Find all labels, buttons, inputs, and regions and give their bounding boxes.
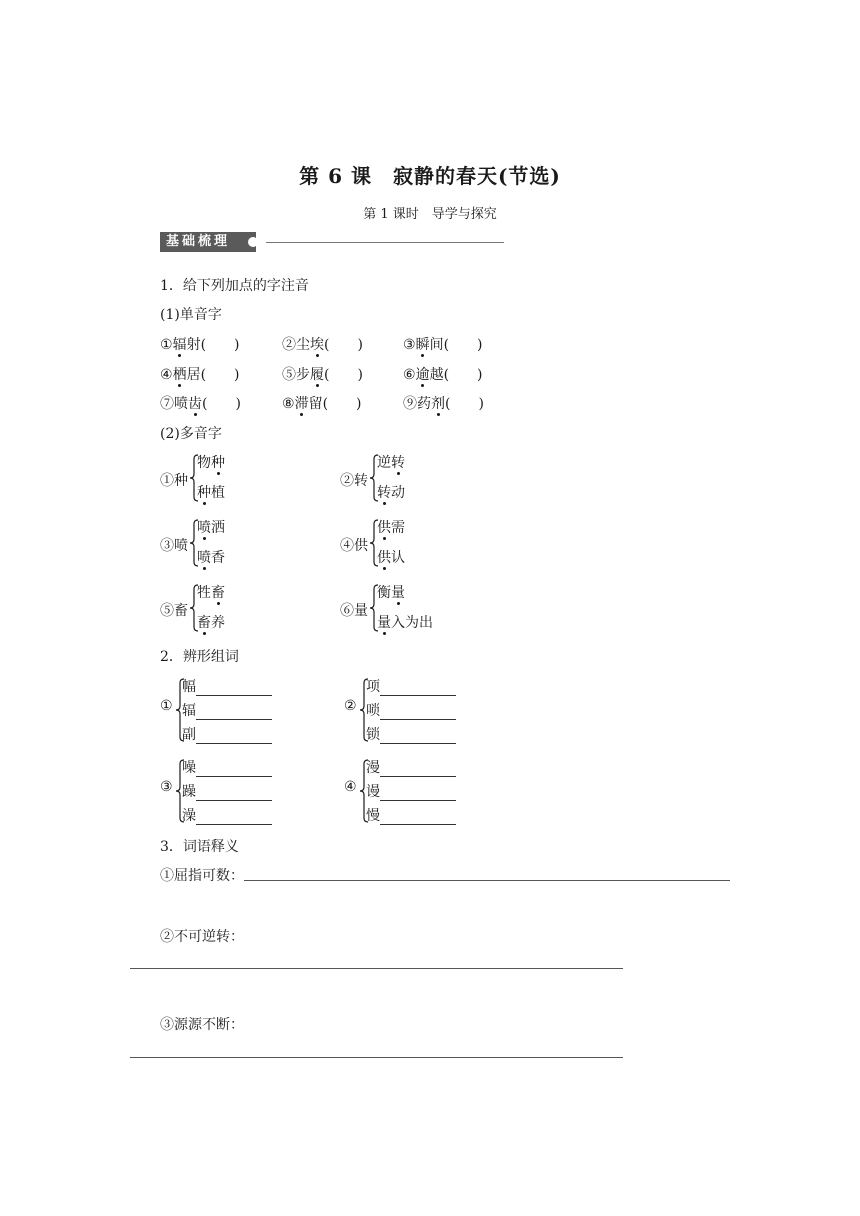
shape-char: 副 <box>182 727 196 743</box>
polyphone-word <box>377 482 405 502</box>
pinyin-item <box>160 393 241 413</box>
q3-item-3: ③源源不断： <box>160 1017 244 1033</box>
polyphone-word-dotted-char: 转 <box>391 452 405 472</box>
pinyin-item <box>282 393 362 413</box>
polyphone-word-dotted-char: 转 <box>377 482 391 502</box>
pinyin-item-pre: ⑥ <box>403 367 416 383</box>
pinyin-item-pre: ⑧ <box>282 396 295 412</box>
polyphone-word-pre: 逆 <box>377 455 391 471</box>
answer-paren[interactable]: ( ) <box>200 337 240 353</box>
answer-paren[interactable]: ( ) <box>443 367 483 383</box>
answer-paren[interactable]: ( ) <box>445 396 484 412</box>
pinyin-item-pre: ⑤步 <box>282 367 310 383</box>
shape-item <box>366 700 456 720</box>
polyphone-word-post: 养 <box>211 615 225 631</box>
pinyin-item-dotted-char: 埃 <box>310 334 324 354</box>
pinyin-item-dotted-char: 齿 <box>188 393 202 413</box>
shape-group-label: ④ <box>344 779 357 795</box>
polyphone-word <box>197 582 225 602</box>
q1-heading: 1．给下列加点的字注音 <box>160 278 309 294</box>
answer-blank[interactable] <box>196 681 272 696</box>
polyphone-word-dotted-char: 供 <box>377 517 391 537</box>
polyphone-word <box>197 452 225 472</box>
pinyin-item <box>160 364 240 384</box>
pinyin-item-post: 越 <box>429 367 444 383</box>
q3-item-2: ②不可逆转： <box>160 929 244 945</box>
pinyin-item-pre: ① <box>160 337 173 353</box>
answer-blank[interactable] <box>196 729 272 744</box>
polyphone-word-dotted-char: 供 <box>377 547 391 567</box>
pinyin-item <box>403 334 483 354</box>
polyphone-word <box>377 517 405 537</box>
pinyin-item-dotted-char: 滞 <box>295 393 309 413</box>
pinyin-item <box>160 334 240 354</box>
shape-char: 谩 <box>366 784 380 800</box>
answer-paren[interactable]: ( ) <box>200 367 240 383</box>
shape-item <box>182 757 272 777</box>
q3-item-1: ①屈指可数： <box>160 868 244 884</box>
shape-char: 项 <box>366 679 380 695</box>
answer-blank[interactable] <box>196 705 272 720</box>
pinyin-item <box>282 334 363 354</box>
polyphone-word <box>197 612 225 632</box>
polyphone-word-post: 认 <box>391 550 405 566</box>
pinyin-item-pre: ⑦喷 <box>160 396 188 412</box>
polyphone-label: ②转 <box>340 473 368 489</box>
shape-item <box>182 781 272 801</box>
q3-answer-line-2[interactable] <box>130 968 623 969</box>
pinyin-item-pre: ③ <box>403 337 416 353</box>
pinyin-item-dotted-char: 剂 <box>431 393 445 413</box>
polyphone-word-post: 香 <box>211 550 225 566</box>
shape-item <box>366 805 456 825</box>
polyphone-word <box>197 517 225 537</box>
shape-char: 慢 <box>366 808 380 824</box>
answer-paren[interactable]: ( ) <box>324 367 363 383</box>
polyphone-word <box>377 547 405 567</box>
polyphone-word-dotted-char: 量 <box>391 582 405 602</box>
section-divider <box>266 242 504 243</box>
pinyin-item <box>403 393 484 413</box>
shape-char: 辐 <box>182 703 196 719</box>
shape-char: 幅 <box>182 679 196 695</box>
polyphone-word-dotted-char: 量 <box>377 612 391 632</box>
answer-blank[interactable] <box>196 810 272 825</box>
polyphone-word <box>377 452 405 472</box>
polyphone-word-dotted-char: 喷 <box>197 517 211 537</box>
shape-char: 漫 <box>366 760 380 776</box>
polyphone-label: ①种 <box>160 473 188 489</box>
polyphone-word-dotted-char: 种 <box>211 452 225 472</box>
polyphone-word-post: 动 <box>391 485 405 501</box>
polyphone-word-pre: 物 <box>197 455 211 471</box>
shape-char: 澡 <box>182 808 196 824</box>
shape-item <box>366 676 456 696</box>
answer-paren[interactable]: ( ) <box>443 337 483 353</box>
answer-blank[interactable] <box>380 681 456 696</box>
polyphone-word-post: 需 <box>391 520 405 536</box>
answer-blank[interactable] <box>380 786 456 801</box>
section-tag: 基础梳理 <box>160 232 256 252</box>
polyphone-label: ⑥量 <box>340 603 368 619</box>
q2-heading: 2．辨形组词 <box>160 649 239 665</box>
polyphone-word <box>197 547 225 567</box>
pinyin-item-dotted-char: 辐 <box>173 334 187 354</box>
page-title: 第 6 课 寂静的春天(节选) <box>299 164 561 188</box>
pinyin-item-pre: ②尘 <box>282 337 310 353</box>
answer-paren[interactable]: ( ) <box>324 337 363 353</box>
answer-paren[interactable]: ( ) <box>202 396 241 412</box>
polyphone-word-pre: 牲 <box>197 585 211 601</box>
polyphone-word-dotted-char: 喷 <box>197 547 211 567</box>
polyphone-word-post: 入为出 <box>391 615 433 631</box>
pinyin-item-post: 居 <box>186 367 201 383</box>
polyphone-word <box>377 582 405 602</box>
polyphone-label: ③喷 <box>160 538 188 554</box>
polyphone-word <box>377 612 433 632</box>
pinyin-item-pre: ④ <box>160 367 173 383</box>
polyphone-label: ⑤畜 <box>160 603 188 619</box>
section-bullet-icon <box>248 237 258 247</box>
polyphone-word-dotted-char: 种 <box>197 482 211 502</box>
polyphone-word <box>197 482 225 502</box>
pinyin-item-dotted-char: 逾 <box>416 364 430 384</box>
shape-item <box>182 724 272 744</box>
polyphone-word-dotted-char: 畜 <box>211 582 225 602</box>
q3-answer-line-3[interactable] <box>130 1057 623 1058</box>
shape-item <box>366 724 456 744</box>
shape-item <box>182 805 272 825</box>
answer-blank[interactable] <box>380 729 456 744</box>
shape-item <box>366 757 456 777</box>
polyphone-label: ④供 <box>340 538 368 554</box>
pinyin-item-dotted-char: 栖 <box>173 364 187 384</box>
shape-char: 噪 <box>182 760 196 776</box>
pinyin-item-post: 间 <box>429 337 444 353</box>
page-subtitle: 第 1 课时 导学与探究 <box>363 207 497 222</box>
shape-item <box>182 676 272 696</box>
polyphone-word-post: 洒 <box>211 520 225 536</box>
shape-group-label: ① <box>160 698 173 714</box>
pinyin-item <box>403 364 483 384</box>
answer-blank[interactable] <box>380 762 456 777</box>
pinyin-item-post: 射 <box>186 337 201 353</box>
q1-part1-label: (1)单音字 <box>160 307 222 323</box>
shape-group-label: ③ <box>160 779 173 795</box>
pinyin-item-pre: ⑨药 <box>403 396 431 412</box>
q1-part2-label: (2)多音字 <box>160 426 222 442</box>
q3-answer-line-1[interactable] <box>244 880 730 881</box>
shape-char: 锁 <box>366 727 380 743</box>
pinyin-item-dotted-char: 瞬 <box>416 334 430 354</box>
shape-group-label: ② <box>344 698 357 714</box>
pinyin-item-post: 留 <box>308 396 323 412</box>
pinyin-item <box>282 364 363 384</box>
q3-heading: 3．词语释义 <box>160 839 239 855</box>
pinyin-item-dotted-char: 履 <box>310 364 324 384</box>
shape-item <box>182 700 272 720</box>
answer-blank[interactable] <box>380 810 456 825</box>
answer-blank[interactable] <box>380 705 456 720</box>
polyphone-word-post: 植 <box>211 485 225 501</box>
shape-item <box>366 781 456 801</box>
answer-blank[interactable] <box>196 762 272 777</box>
answer-paren[interactable]: ( ) <box>322 396 362 412</box>
shape-char: 躁 <box>182 784 196 800</box>
shape-char: 唢 <box>366 703 380 719</box>
polyphone-word-pre: 衡 <box>377 585 391 601</box>
answer-blank[interactable] <box>196 786 272 801</box>
polyphone-word-dotted-char: 畜 <box>197 612 211 632</box>
